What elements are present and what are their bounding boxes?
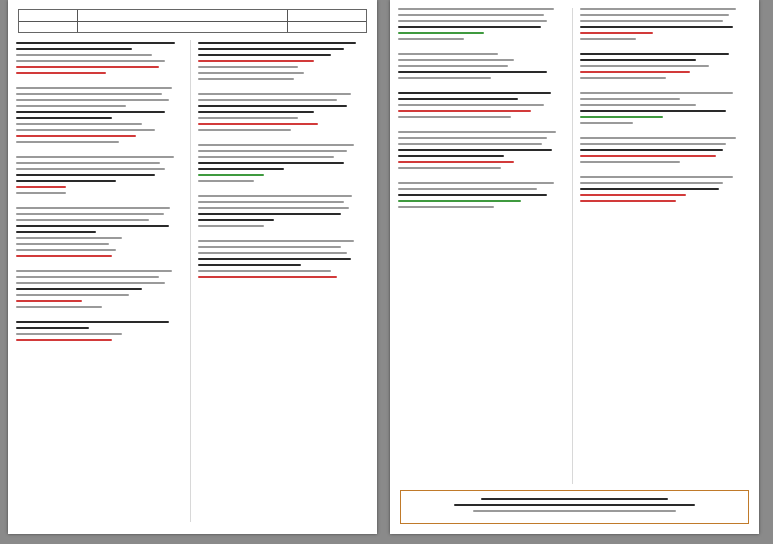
question-item	[198, 195, 364, 227]
question-column	[198, 42, 364, 534]
question-column	[398, 8, 564, 534]
question-column	[16, 42, 182, 534]
question-item	[16, 87, 182, 143]
question-item	[398, 53, 564, 79]
question-item	[398, 131, 564, 169]
question-item	[16, 42, 182, 74]
column-divider	[572, 8, 573, 484]
exam-page-left	[8, 0, 377, 534]
question-item	[198, 144, 364, 182]
question-column	[580, 8, 746, 534]
question-item	[398, 8, 564, 40]
question-item	[198, 240, 364, 278]
question-item	[198, 42, 364, 80]
question-item	[580, 53, 746, 79]
question-item	[16, 207, 182, 257]
question-item	[398, 182, 564, 208]
footer-note	[400, 490, 749, 524]
column-divider	[190, 40, 191, 522]
question-item	[398, 92, 564, 118]
exam-page-right	[390, 0, 759, 534]
question-item	[16, 156, 182, 194]
question-item	[16, 321, 182, 341]
question-item	[198, 93, 364, 131]
question-item	[16, 270, 182, 308]
student-info-header	[18, 9, 367, 33]
question-item	[580, 92, 746, 124]
question-item	[580, 176, 746, 202]
question-item	[580, 137, 746, 163]
question-item	[580, 8, 746, 40]
